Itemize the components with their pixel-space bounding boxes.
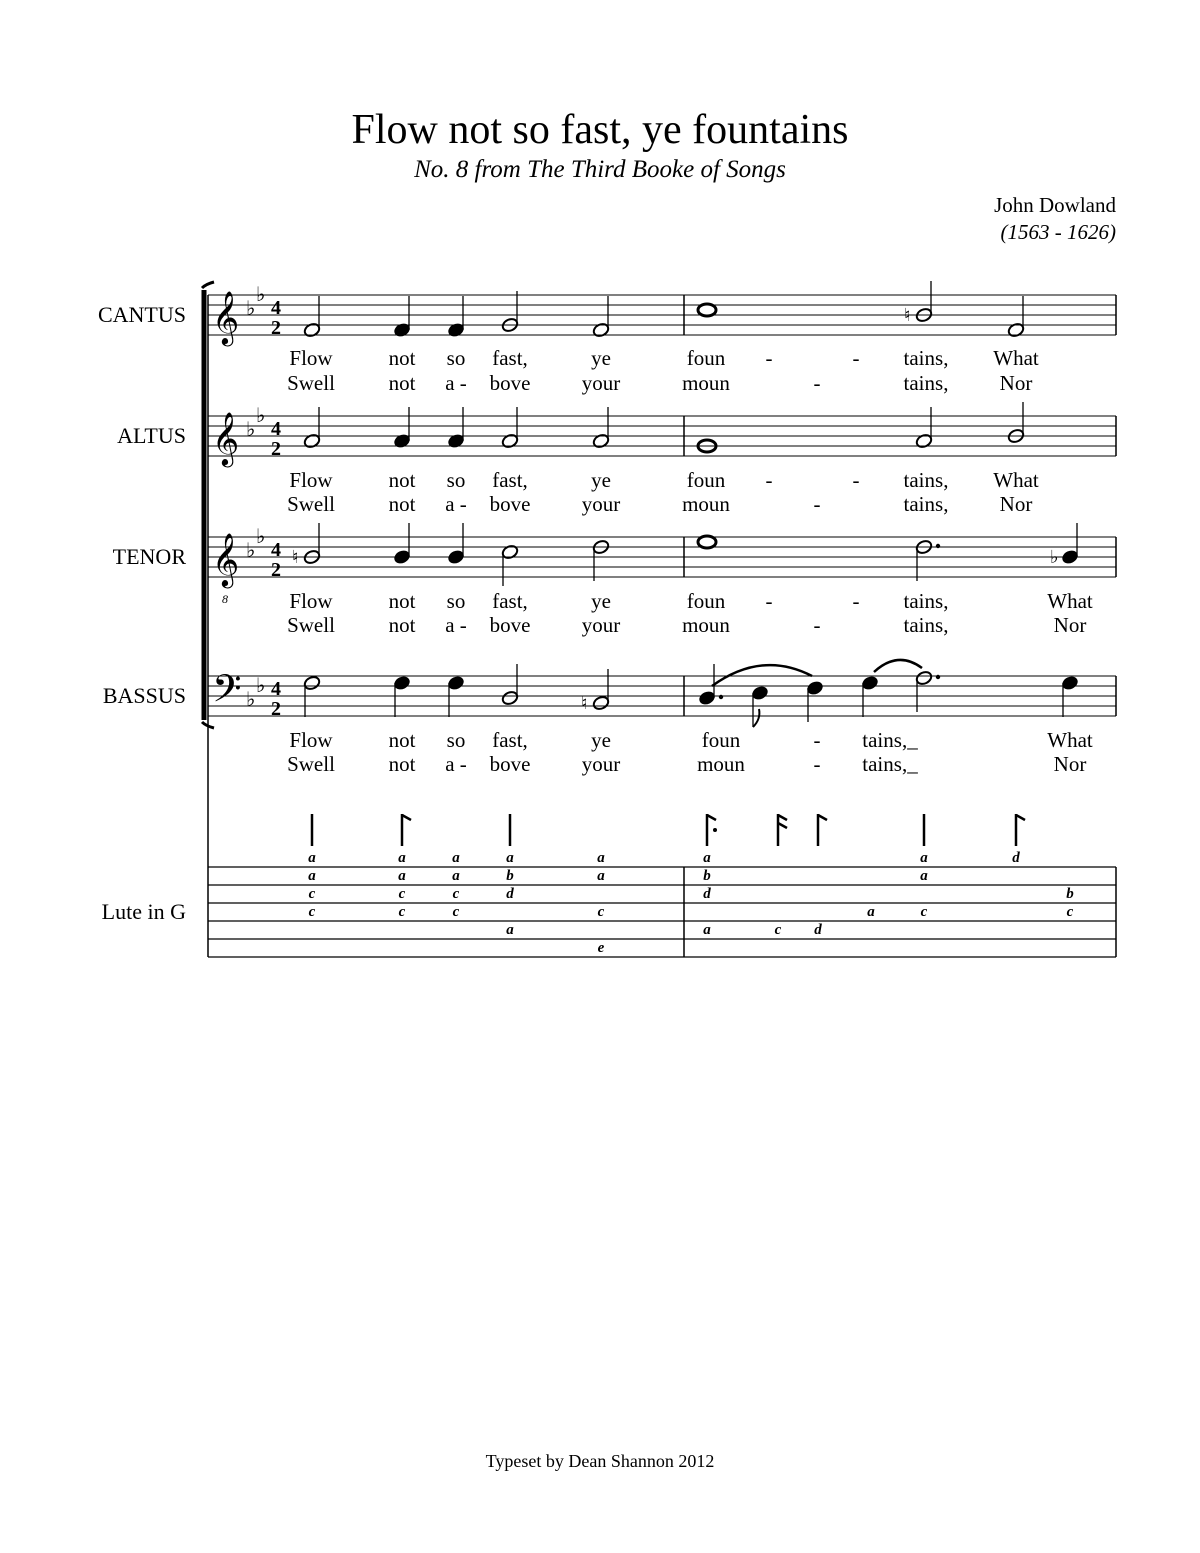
lyric-syllable: tains, (903, 492, 949, 516)
tab-letter: e (597, 940, 605, 956)
tab-letter: a (920, 850, 928, 866)
lyric-syllable: not (388, 468, 416, 492)
augmentation-dot (936, 544, 940, 548)
lyric-syllable: not (388, 613, 416, 637)
lyric-syllable: not (388, 728, 416, 752)
tab-letter: c (920, 904, 928, 920)
flag-tail (402, 815, 411, 820)
staff-bassus (103, 660, 1116, 776)
augmentation-dot (719, 695, 723, 699)
lyric-syllable: - (813, 371, 821, 395)
lyric-syllable: a - (445, 752, 467, 776)
slur (874, 660, 922, 672)
time-signature-bottom: 2 (271, 698, 281, 720)
tab-letter: d (814, 922, 822, 938)
time-signature-bottom: 2 (271, 559, 281, 581)
lyric-syllable: foun (701, 728, 741, 752)
tab-letter: a (597, 868, 605, 884)
lyric-syllable: - (813, 613, 821, 637)
lyric-syllable: tains,_ (862, 752, 918, 776)
key-flat-icon: ♭ (256, 675, 266, 697)
lyric-syllable: your (581, 752, 621, 776)
lyric-syllable: moun (697, 752, 745, 776)
key-flat-icon: ♭ (256, 405, 266, 427)
lyric-syllable: What (993, 468, 1039, 492)
tab-letter: b (703, 868, 711, 884)
note-flag (753, 709, 759, 727)
rhythm-flag (402, 814, 411, 846)
lyric-syllable: a - (445, 613, 467, 637)
tab-letter: c (308, 904, 316, 920)
lyric-syllable: Flow (289, 468, 333, 492)
lyric-syllable: so (446, 346, 466, 370)
lyric-syllable: ye (591, 346, 611, 370)
lyric-syllable: bove (489, 613, 531, 637)
time-signature-bottom: 2 (271, 438, 281, 460)
time-signature-top: 4 (271, 418, 281, 440)
lyric-syllable: - (813, 492, 821, 516)
lyric-syllable: a - (445, 492, 467, 516)
note (393, 523, 411, 565)
lyric-syllable: - (852, 589, 860, 613)
bracket-top-hook (202, 282, 214, 288)
treble-clef-icon: 𝄞 (212, 292, 240, 343)
voice-name-bassus: BASSUS (102, 683, 186, 708)
whole-notehead (698, 536, 716, 548)
lyric-syllable: Swell (287, 752, 335, 776)
lyric-syllable: foun (686, 589, 726, 613)
note (698, 664, 723, 706)
note (501, 664, 519, 706)
note (592, 539, 610, 581)
flat-icon: ♭ (1050, 547, 1059, 567)
note (292, 523, 321, 567)
lyric-syllable: ye (591, 468, 611, 492)
lyric-syllable: Nor (999, 371, 1033, 395)
lyric-syllable: moun (682, 613, 730, 637)
treble-clef-icon: 𝄞 (212, 413, 240, 464)
note (698, 304, 716, 316)
lyric-syllable: - (813, 728, 821, 752)
lyric-syllable: tains, (903, 371, 949, 395)
lyric-syllable: - (852, 346, 860, 370)
rhythm-flag (707, 814, 717, 846)
note (501, 291, 519, 333)
voice-name-cantus: CANTUS (97, 302, 186, 327)
tab-letter: c (597, 904, 605, 920)
lyric-syllable: tains, (903, 613, 949, 637)
piece-subtitle: No. 8 from The Third Booke of Songs (414, 156, 786, 183)
composer-name: John Dowland (994, 193, 1116, 217)
lyric-syllable: Nor (999, 492, 1033, 516)
lyric-syllable: so (446, 589, 466, 613)
lyric-syllable: not (388, 492, 416, 516)
lyric-syllable: tains, (903, 589, 949, 613)
lyric-syllable: your (581, 371, 621, 395)
lyric-syllable: ye (591, 728, 611, 752)
lyric-syllable: foun (686, 468, 726, 492)
tab-letter: c (452, 904, 460, 920)
natural-icon: ♮ (581, 693, 588, 713)
time-signature-top: 4 (271, 297, 281, 319)
flag-dot (713, 828, 717, 832)
flag-tail (818, 815, 827, 820)
key-flat-icon: ♭ (246, 419, 256, 441)
key-flat-icon: ♭ (246, 540, 256, 562)
composer-dates: (1563 - 1626) (1000, 220, 1116, 244)
tab-letter: c (398, 886, 406, 902)
lyric-syllable: bove (489, 371, 531, 395)
lute-name: Lute in G (101, 899, 186, 924)
lyric-syllable: fast, (492, 728, 528, 752)
tab-letter: c (452, 886, 460, 902)
tab-letter: b (506, 868, 514, 884)
lyric-syllable: What (1047, 728, 1093, 752)
key-flat-icon: ♭ (256, 284, 266, 306)
lyric-syllable: Flow (289, 589, 333, 613)
lyric-syllable: not (388, 346, 416, 370)
lyric-syllable: fast, (492, 468, 528, 492)
note (1007, 402, 1025, 444)
octave-marker: 8 (222, 592, 228, 606)
lyric-syllable: fast, (492, 589, 528, 613)
typesetter-credit: Typeset by Dean Shannon 2012 (485, 1451, 715, 1471)
lyric-syllable: - (852, 468, 860, 492)
lyric-syllable: fast, (492, 346, 528, 370)
tab-letter: c (398, 904, 406, 920)
lyric-syllable: not (388, 589, 416, 613)
piece-title: Flow not so fast, ye fountains (351, 107, 849, 153)
note (447, 523, 465, 565)
tab-letter: d (703, 886, 711, 902)
lyric-syllable: moun (682, 371, 730, 395)
flag-tail (778, 815, 787, 820)
note (904, 281, 933, 325)
tab-letter: a (308, 850, 316, 866)
lyric-syllable: bove (489, 752, 531, 776)
whole-notehead (698, 304, 716, 316)
tab-letter: a (703, 922, 711, 938)
lyric-syllable: Swell (287, 613, 335, 637)
rhythm-flag (1016, 814, 1025, 846)
tab-letter: a (452, 850, 460, 866)
voice-name-altus: ALTUS (117, 423, 186, 448)
note (447, 407, 465, 449)
note (1007, 296, 1025, 338)
note (915, 539, 940, 581)
natural-icon: ♮ (292, 547, 299, 567)
time-signature-top: 4 (271, 539, 281, 561)
lyric-syllable: Flow (289, 728, 333, 752)
note (447, 296, 465, 338)
lyric-syllable: tains, (903, 468, 949, 492)
rhythm-flag (778, 814, 787, 846)
flag-tail (778, 823, 787, 828)
lyric-syllable: your (581, 613, 621, 637)
lyric-syllable: moun (682, 492, 730, 516)
lyric-syllable: - (813, 752, 821, 776)
lyric-syllable: foun (686, 346, 726, 370)
tab-letter: b (1066, 886, 1074, 902)
lyric-syllable: not (388, 752, 416, 776)
lyric-syllable: tains, (903, 346, 949, 370)
key-flat-icon: ♭ (246, 689, 256, 711)
note (393, 296, 411, 338)
tab-letter: a (452, 868, 460, 884)
tab-letter: c (774, 922, 782, 938)
tab-letter: a (398, 850, 406, 866)
lyric-syllable: Nor (1053, 613, 1087, 637)
lyric-syllable: What (993, 346, 1039, 370)
tab-letter: c (1066, 904, 1074, 920)
lyric-syllable: - (765, 468, 773, 492)
flag-tail (707, 815, 716, 820)
bass-clef-icon: 𝄢 (212, 668, 242, 719)
lyric-syllable: Flow (289, 346, 333, 370)
note (1050, 523, 1079, 567)
tab-letter: a (867, 904, 875, 920)
staff-tenor (113, 523, 1116, 637)
voice-name-tenor: TENOR (112, 544, 186, 569)
staff-cantus (98, 281, 1116, 395)
lyric-syllable: bove (489, 492, 531, 516)
note (393, 407, 411, 449)
natural-icon: ♮ (904, 305, 911, 325)
tab-letter: a (597, 850, 605, 866)
lyric-syllable: a - (445, 371, 467, 395)
tab-letter: d (1012, 850, 1020, 866)
lyric-syllable: so (446, 468, 466, 492)
lyric-syllable: Swell (287, 492, 335, 516)
lyric-syllable: - (765, 589, 773, 613)
tab-letter: a (506, 922, 514, 938)
tab-letter: d (506, 886, 514, 902)
note (698, 536, 716, 548)
lyric-syllable: your (581, 492, 621, 516)
staff-altus (117, 402, 1116, 516)
note (303, 296, 321, 338)
rhythm-flag (818, 814, 827, 846)
lyric-syllable: What (1047, 589, 1093, 613)
lyric-syllable: Nor (1053, 752, 1087, 776)
lyric-syllable: Swell (287, 371, 335, 395)
note (303, 407, 321, 449)
lyric-syllable: - (765, 346, 773, 370)
note (501, 407, 519, 449)
tab-letter: a (308, 868, 316, 884)
lyric-syllable: so (446, 728, 466, 752)
key-flat-icon: ♭ (256, 526, 266, 548)
lyric-syllable: not (388, 371, 416, 395)
key-flat-icon: ♭ (246, 298, 256, 320)
tab-letter: a (920, 868, 928, 884)
treble-clef-icon: 𝄞 (212, 534, 240, 585)
note (915, 407, 933, 449)
tab-letter: a (506, 850, 514, 866)
note (592, 407, 610, 449)
time-signature-top: 4 (271, 678, 281, 700)
note (501, 544, 519, 586)
flag-tail (1016, 815, 1025, 820)
tab-letter: a (703, 850, 711, 866)
note (592, 296, 610, 338)
time-signature-bottom: 2 (271, 317, 281, 339)
tab-letter: c (308, 886, 316, 902)
tab-letter: a (398, 868, 406, 884)
lute-tablature (102, 814, 1116, 957)
augmentation-dot (936, 675, 940, 679)
lyric-syllable: tains,_ (862, 728, 918, 752)
lyric-syllable: ye (591, 589, 611, 613)
